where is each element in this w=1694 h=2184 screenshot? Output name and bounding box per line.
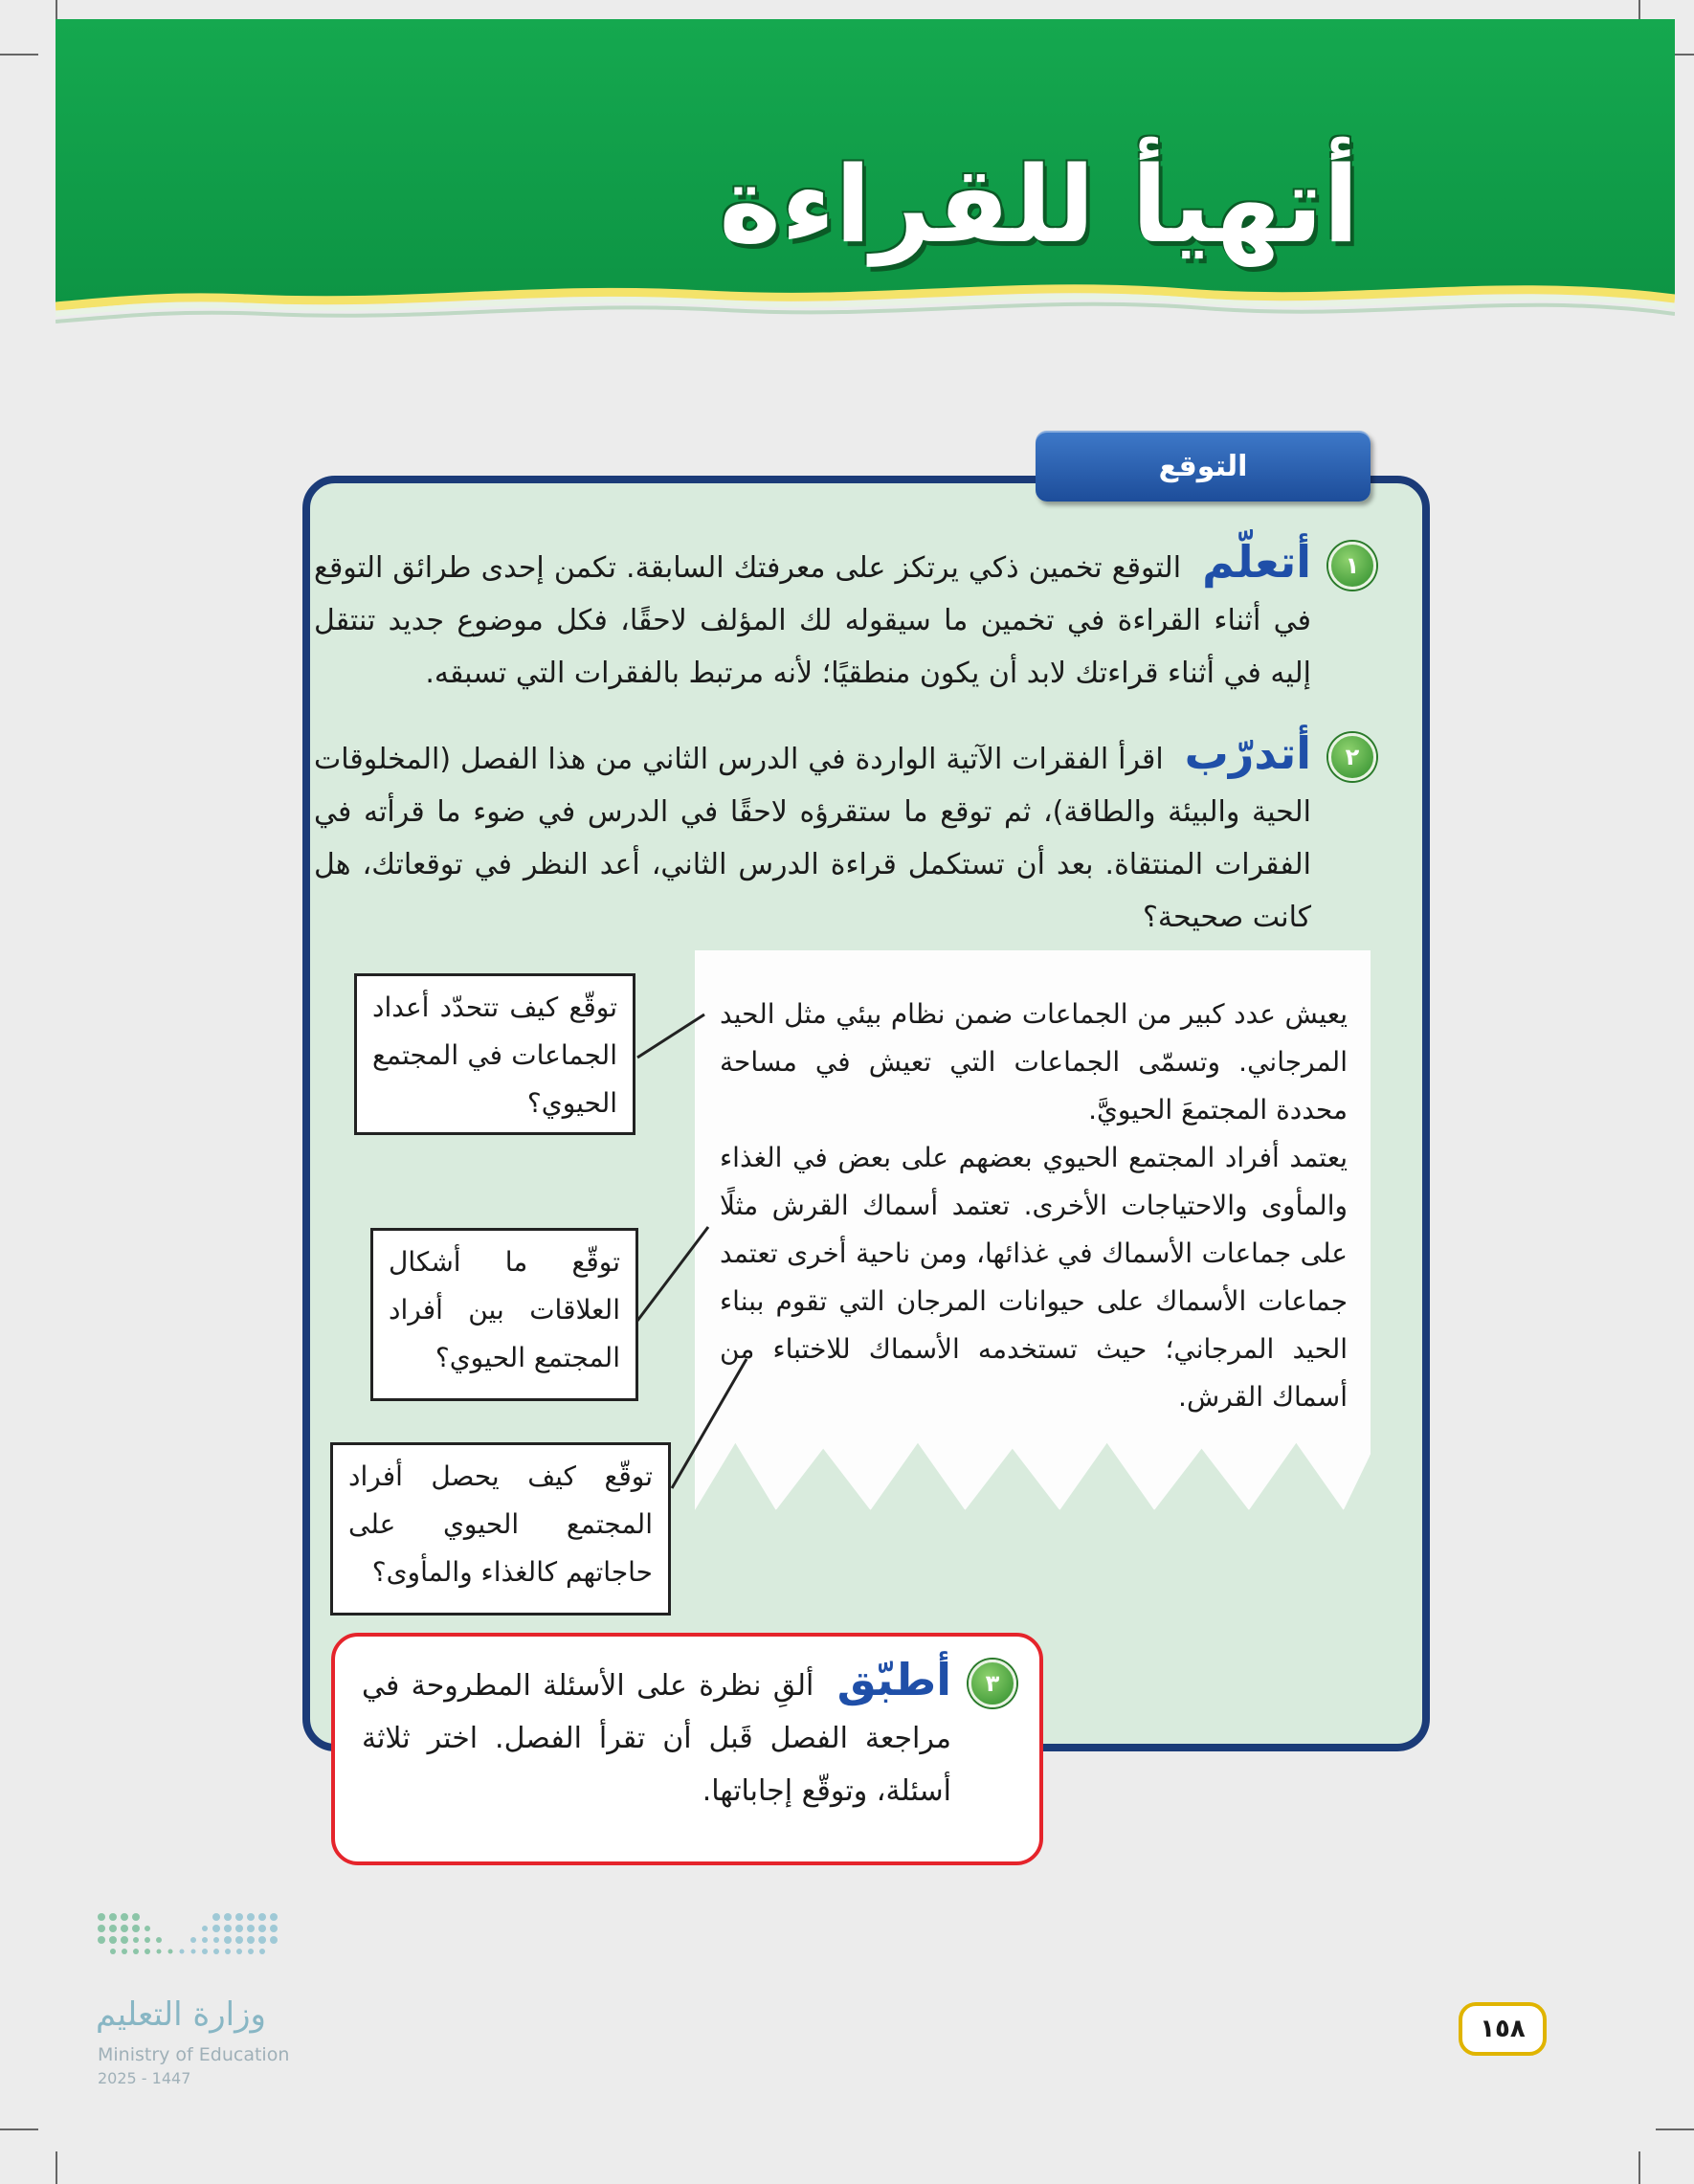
page-number: ١٥٨ [1459,2002,1547,2056]
ministry-name-arabic: وزارة التعليم [96,1995,266,2034]
passage-paragraph: يعيش عدد كبير من الجماعات ضمن نظام بيئي مثل الحيد المرجاني. وتسمّى الجماعات التي تعيش في مساحة محددة المجتمعَ الحيويَّ. [720,998,1348,1125]
step-heading: أتدرّب [1184,727,1311,779]
prediction-question-box [370,1228,638,1401]
ministry-name-english: Ministry of Education [98,2044,290,2065]
prediction-question-box [354,973,635,1135]
step-body [362,1654,951,1817]
page-title: أتهيأ للقراءة [719,144,1359,266]
passage-paragraph: يعتمد أفراد المجتمع الحيوي بعضهم على بعض في الغذاء والمأوى والاحتياجات الأخرى. تعتمد أسماك القرش مثلًا على جماعات الأسماك في غذائها، ومن ناحية أخرى تعتمد جماعات الأسماك على حيوانات المرجان التي تقوم ببناء الحيد المرجاني؛ حيث تستخدمه الأسماك للاختباء من أسماك القرش. [720,1142,1348,1413]
section-tab: التوقع [1036,431,1371,501]
prediction-question-box [330,1442,671,1616]
question-text: توقّع كيف يحصل أفراد المجتمع الحيوي على حاجاتهم كالغذاء والمأوى؟ [348,1460,653,1588]
step-number-badge: ٢ [1328,733,1376,781]
step-heading: أطبّق [836,1654,951,1705]
step-number-badge: ١ [1328,542,1376,590]
step-text: اقرأ الفقرات الآتية الواردة في الدرس الثاني من هذا الفصل (المخلوقات الحية والبيئة والطاقة)، ثم توقع ما ستقرؤه لاحقًا في الدرس في ضوء ما قرأته في الفقرات المنتقاة. بعد أن تستكمل قراءة الدرس الثاني، أعد النظر في توقعاتك، هل كانت صحيحة؟ [314,743,1311,934]
step-text: ألقِ نظرة على الأسئلة المطروحة في مراجعة الفصل قَبل أن تقرأ الفصل. اختر ثلاثة أسئلة، وتوقّع إجاباتها. [362,1669,951,1808]
ministry-logo-icon [92,1909,314,2062]
step-heading: أتعلّم [1202,536,1311,588]
step-apply [362,1654,1016,1817]
ministry-year: 2025 - 1447 [98,2069,191,2087]
step-text: التوقع تخمين ذكي يرتكز على معرفتك السابقة. تكمن إحدى طرائق التوقع في أثناء القراءة في تخمين ما سيقوله لك المؤلف لاحقًا، فكل موضوع جديد تنتقل إليه في أثناء قراءتك لابد أن يكون منطقيًا؛ لأنه مرتبط بالفقرات التي تسبقه. [314,551,1311,690]
question-text: توقّع كيف تتحدّد أعداد الجماعات في المجتمع الحيوي؟ [372,992,617,1119]
question-text: توقّع ما أشكال العلاقات بين أفراد المجتمع الحيوي؟ [389,1246,620,1373]
step-number-badge: ٣ [969,1660,1016,1707]
